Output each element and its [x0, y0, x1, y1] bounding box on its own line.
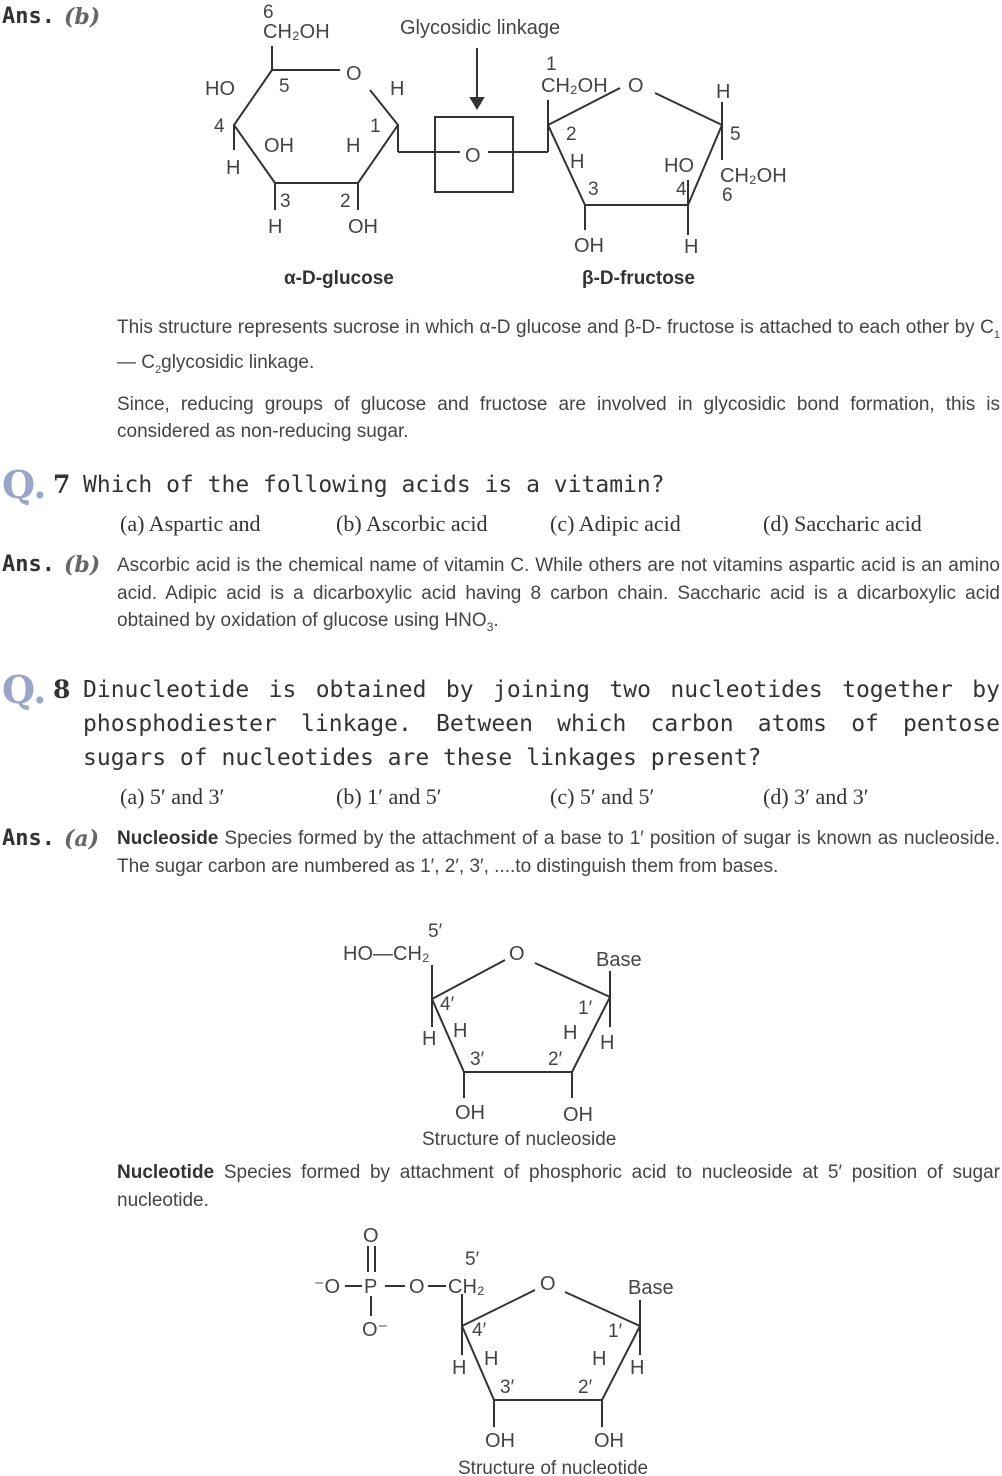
position-2-label: 2′ — [548, 1049, 563, 1070]
atom-number: 1 — [370, 116, 381, 137]
ch2oh-label: CH₂OH — [263, 21, 330, 43]
position-5-label: 5′ — [465, 1249, 480, 1270]
fructose-ring-bond — [548, 93, 722, 205]
nucleotide-definition: Nucleotide Species formed by attachment of phosphoric acid to nucleoside at 5′ position of sugar nucleotide. — [117, 1162, 1000, 1211]
base-label: Base — [628, 1277, 674, 1299]
option-d: (d) Saccharic acid — [763, 511, 922, 536]
linking-oxygen-label: O — [409, 1276, 425, 1298]
h-label: H — [453, 1020, 468, 1042]
glycosidic-linkage-label: Glycosidic linkage — [400, 17, 561, 39]
answer-option: (b) — [64, 4, 101, 30]
explanation-paragraph: Since, reducing groups of glucose and fructose are involved in glycosidic bond formation, this is considered as non-reducing sugar. — [117, 393, 1000, 443]
phosphate-o-minus-label: O⁻ — [362, 1319, 389, 1341]
ring-oxygen-label: O — [628, 75, 644, 97]
option-a: (a) Aspartic and — [120, 511, 261, 536]
atom-number: 1 — [546, 54, 557, 75]
option-a: (a) 5′ and 3′ — [120, 784, 225, 809]
position-5-label: 5′ — [428, 921, 443, 942]
linkage-arrow-head — [471, 98, 483, 108]
atom-number: 2 — [340, 191, 351, 212]
h-label: H — [716, 81, 731, 103]
oh-label: OH — [348, 216, 378, 238]
atom-number: 5 — [279, 76, 290, 97]
position-4-label: 4′ — [472, 1320, 487, 1341]
question-number: 7 — [53, 470, 71, 499]
glucose-name: α-D-glucose — [284, 268, 394, 289]
position-3-label: 3′ — [470, 1049, 485, 1070]
position-2-label: 2′ — [578, 1377, 593, 1398]
atom-number: 6 — [263, 2, 274, 23]
h-label: H — [570, 151, 585, 173]
answer-label: Ans. — [2, 552, 55, 577]
h-label: H — [592, 1348, 607, 1370]
h-label: H — [484, 1348, 499, 1370]
position-4-label: 4′ — [440, 994, 455, 1015]
atom-number: 3 — [280, 191, 291, 212]
atom-number: 4 — [214, 116, 225, 137]
oh-label: OH — [264, 135, 294, 157]
answer-explanation: Ascorbic acid is the chemical name of vitamin C. While others are not vitamins aspartic acid is an amino acid. Adipic acid is a dicarboxylic acid having 8 carbon chain. Saccharic acid is a dicarboxylic acid obtained by oxidation of glucose using $HNO_3$. — [117, 555, 1000, 634]
h-label: H — [346, 135, 361, 157]
base-label: Base — [596, 949, 642, 971]
oh-label: OH — [594, 1430, 624, 1452]
sucrose-explanation — [117, 314, 1000, 446]
ho-label: HO — [664, 155, 694, 177]
h-label: H — [268, 216, 283, 238]
atom-number: 5 — [730, 124, 741, 145]
question-mark-label: Q. — [2, 462, 47, 507]
option-b: (b) Ascorbic acid — [336, 511, 488, 536]
h-label: H — [422, 1028, 437, 1050]
atom-number: 2 — [566, 124, 577, 145]
h-label: H — [563, 1022, 578, 1044]
nucleotide-structure-diagram — [0, 1222, 1002, 1476]
phosphate-oxygen-label: O — [363, 1225, 379, 1247]
question-number: 8 — [53, 675, 71, 704]
fructose-name: β-D-fructose — [582, 268, 695, 289]
option-c: (c) 5′ and 5′ — [550, 784, 655, 809]
linkage-oxygen-label: O — [465, 145, 481, 167]
ho-ch2-label: HO—CH₂ — [343, 943, 430, 965]
question-mark-label: Q. — [2, 667, 47, 712]
sucrose-structure-diagram — [0, 0, 1002, 300]
ring-oxygen-label: O — [540, 1273, 556, 1295]
question-text: Dinucleotide is obtained by joining two nucleotides together by phosphodiester linkage. Between which carbon atoms of pentose sugars of nucleotides are these linkages present? — [83, 677, 1000, 771]
h-label: H — [390, 78, 405, 100]
oh-label: OH — [485, 1430, 515, 1452]
position-1-label: 1′ — [608, 1321, 623, 1342]
position-3-label: 3′ — [500, 1377, 515, 1398]
option-b: (b) 1′ and 5′ — [336, 784, 442, 809]
h-label: H — [226, 157, 241, 179]
question-text: Which of the following acids is a vitamin? — [83, 472, 665, 498]
position-1-label: 1′ — [578, 998, 593, 1019]
oh-label: OH — [563, 1104, 593, 1126]
h-label: H — [630, 1357, 645, 1379]
ch2oh-label: CH₂OH — [720, 165, 787, 187]
explanation-paragraph: This structure represents sucrose in which α-D glucose and β-D- fructose is attached to each other by $C_1—$ $C_2glycosidic$ linkage. — [117, 317, 1000, 377]
h-label: H — [684, 236, 699, 258]
ring-oxygen-label: O — [346, 63, 362, 85]
nucleoside-structure-diagram — [0, 915, 1002, 1155]
ch2oh-label: CH₂OH — [541, 75, 608, 97]
nucleoside-caption: Structure of nucleoside — [422, 1129, 617, 1150]
answer-label: Ans. — [2, 4, 55, 29]
atom-number: 6 — [722, 185, 733, 206]
phosphate-o-minus-label: ⁻O — [314, 1276, 341, 1298]
atom-number: 4 — [676, 179, 687, 200]
answer-option: (a) — [64, 826, 100, 852]
ring-oxygen-label: O — [509, 943, 525, 965]
answer-option: (b) — [64, 552, 101, 578]
answer-label: Ans. — [2, 826, 55, 851]
ho-label: HO — [205, 78, 235, 100]
h-label: H — [600, 1032, 615, 1054]
option-d: (d) 3′ and 3′ — [763, 784, 869, 809]
option-c: (c) Adipic acid — [550, 511, 681, 536]
nucleoside-definition: Nucleoside Species formed by the attachment of a base to 1′ position of sugar is known as nucleoside. The sugar carbon are numbered as 1′, 2′, 3′, ....to distinguish them from bases. — [117, 828, 1000, 877]
nucleotide-caption: Structure of nucleotide — [458, 1458, 649, 1476]
ch2-label: CH₂ — [448, 1276, 485, 1298]
phosphorus-label: P — [364, 1276, 378, 1298]
oh-label: OH — [455, 1102, 485, 1124]
atom-number: 3 — [588, 179, 599, 200]
ring-bond — [462, 1292, 640, 1400]
h-label: H — [452, 1357, 467, 1379]
oh-label: OH — [574, 235, 604, 257]
